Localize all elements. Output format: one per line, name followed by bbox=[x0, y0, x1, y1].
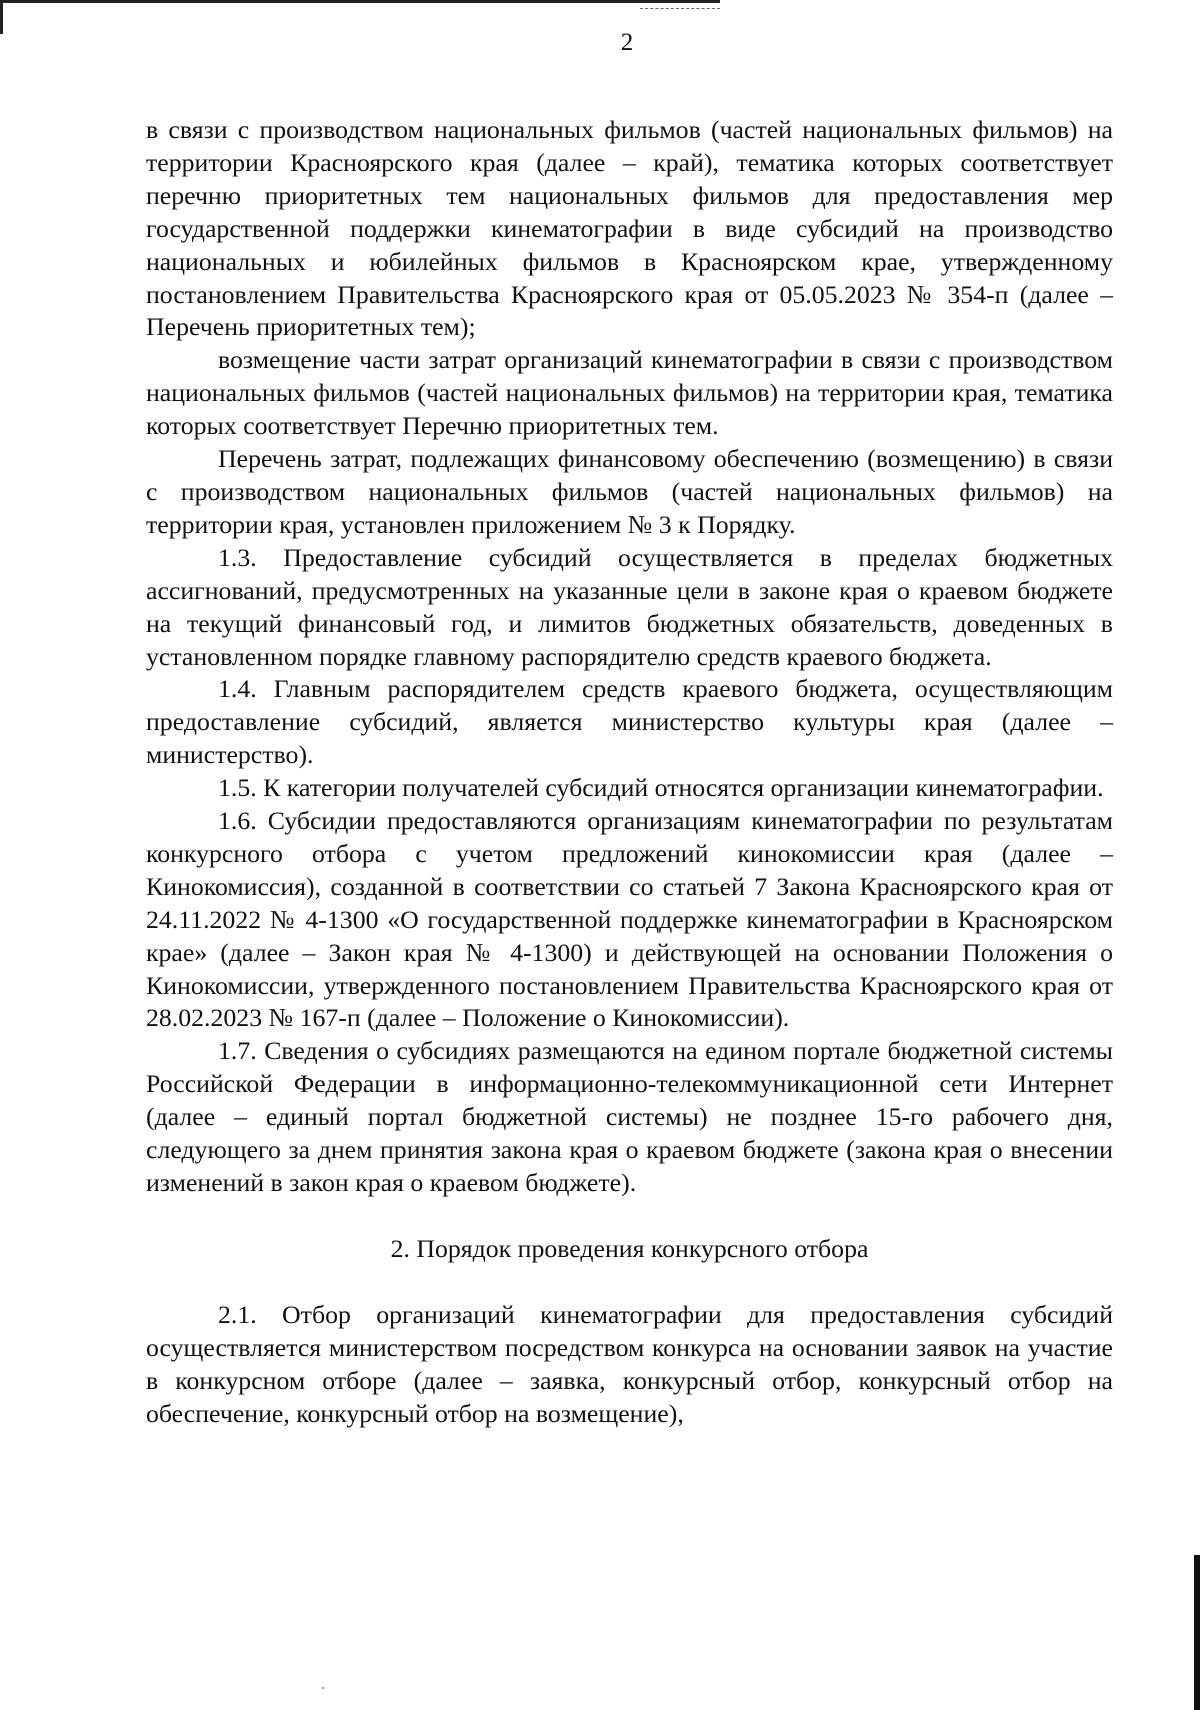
paragraph-1-3: 1.3. Предоставление субсидий осуществляется в пределах бюджетных ассигнований, предусмотренных на указанные цели в законе края о краевом бюджете на текущий финансовый год, и лимитов бюджетных обязательств, доведенных в установленном порядке главному распорядителю средств краевого бюджета. bbox=[146, 542, 1113, 671]
scan-speck bbox=[322, 1687, 324, 1689]
section-heading: 2. Порядок проведения конкурсного отбора bbox=[390, 1233, 869, 1263]
paragraph-1-5: 1.5. К категории получателей субсидий относятся организации кинематографии. bbox=[218, 773, 1104, 803]
paragraph-1-4: 1.4. Главным распорядителем средств краевого бюджета, осуществляющим предоставление субсидий, является министерство культуры края (далее – министерство). bbox=[146, 674, 1113, 770]
paragraph-2-1: 2.1. Отбор организаций кинематографии для предоставления субсидий осуществляется министерством посредством конкурса на основании заявок на участие в конкурсном отборе (далее – заявка, конкурсный отбор, конкурсный отбор на обеспечение, конкурсный отбор на возмещение), bbox=[146, 1299, 1113, 1428]
paragraph-reimbursement: возмещение части затрат организаций кинематографии в связи с производством национальных фильмов (частей национальных фильмов) на территории края, тематика которых соответствует Перечню приоритетных тем. bbox=[146, 345, 1113, 441]
document-body bbox=[146, 114, 1113, 1430]
paragraph-1-6: 1.6. Субсидии предоставляются организациям кинематографии по результатам конкурсного отбора с учетом предложений кинокомиссии края (далее – Кинокомиссия), созданной в соответствии со статьей 7 Закона Красноярского края от 24.11.2022 № 4-1300 «О государственной поддержке кинематографии в Красноярском крае» (далее – Закон края № 4-1300) и действующей на основании Положения о Кинокомиссии, утвержденного постановлением Правительства Красноярского края от 28.02.2023 № 167-п (далее – Положение о Кинокомиссии). bbox=[146, 806, 1113, 1033]
paragraph-1-7: 1.7. Сведения о субсидиях размещаются на едином портале бюджетной системы Российской Федерации в информационно-телекоммуникационной сети Интернет (далее – единый портал бюджетной системы) не позднее 15-го рабочего дня, следующего за днем принятия закона края о краевом бюджете (закона края о внесении изменений в закон края о краевом бюджете). bbox=[146, 1036, 1113, 1197]
scan-edge-shadow bbox=[1194, 1555, 1200, 1710]
scan-border-dash bbox=[640, 8, 720, 9]
page-number: 2 bbox=[620, 29, 634, 56]
scan-border-top bbox=[0, 0, 720, 3]
paragraph-continuation: в связи с производством национальных фильмов (частей национальных фильмов) на территории Красноярского края (далее – край), тематика которых соответствует перечню приоритетных тем национальных фильмов для предоставления мер государственной поддержки кинематографии в виде субсидий на производство национальных и юбилейных фильмов в Красноярском крае, утвержденному постановлением Правительства Красноярского края от 05.05.2023 № 354-п (далее – Перечень приоритетных тем); bbox=[146, 115, 1113, 342]
paragraph-cost-list: Перечень затрат, подлежащих финансовому обеспечению (возмещению) в связи с производством национальных фильмов (частей национальных фильмов) на территории края, установлен приложением № 3 к Порядку. bbox=[146, 444, 1113, 539]
